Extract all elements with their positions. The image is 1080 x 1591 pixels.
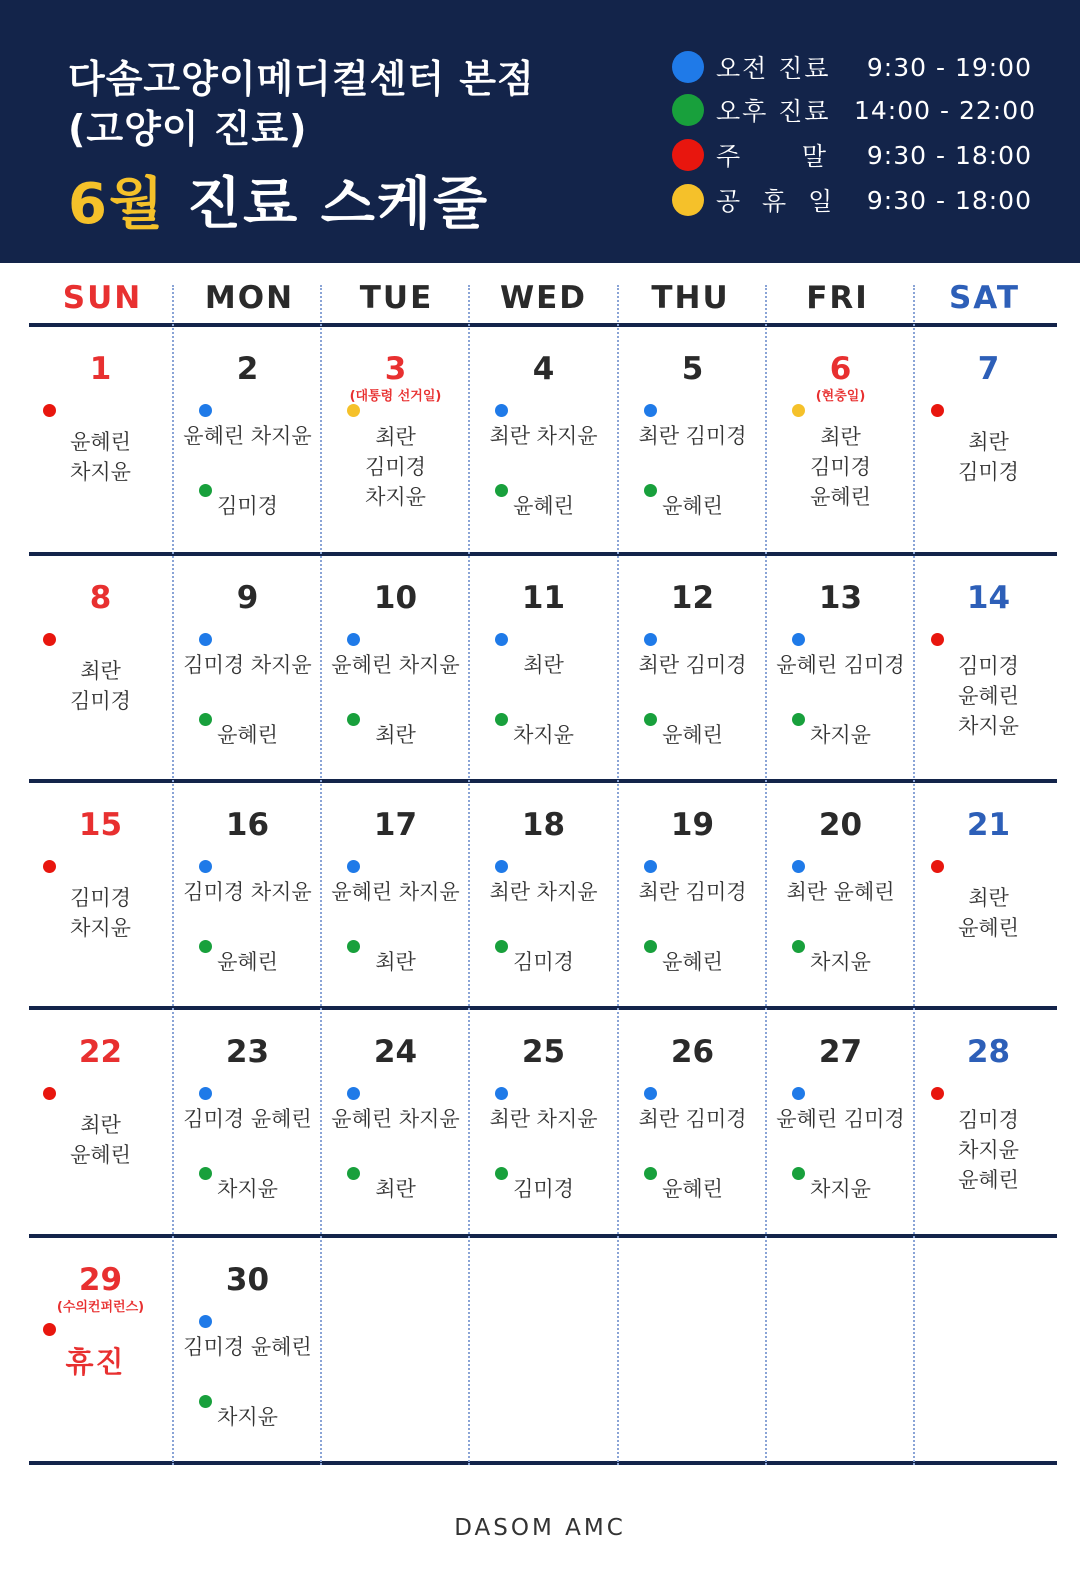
dayname-thu: THU (651, 280, 730, 316)
pm-staff: 윤혜린 (217, 950, 278, 974)
staff-name: 차지윤 (958, 714, 1019, 738)
staff-name: 차지윤 (70, 916, 131, 940)
staff-name: 윤혜린 (70, 430, 131, 454)
clinic-subtitle: (고양이 진료) (68, 107, 308, 151)
legend-label: 주 말 (716, 142, 828, 171)
clinic-name: 다솜고양이메디컬센터 본점 (68, 57, 535, 101)
am-dot-icon (199, 1315, 212, 1328)
staff-name: 윤혜린 (958, 1168, 1019, 1192)
day-number: 24 (373, 1034, 418, 1070)
pm-staff: 차지윤 (810, 1177, 871, 1201)
closed-label: 휴진 (65, 1345, 126, 1379)
weekend-dot-icon (931, 1087, 944, 1100)
day-number: 25 (521, 1034, 566, 1070)
weekend-dot-icon (43, 404, 56, 417)
am-staff: 최란 김미경 (638, 424, 747, 448)
am-dot-icon (199, 1087, 212, 1100)
am-dot-icon (495, 404, 508, 417)
calendar-day-cell (470, 783, 617, 1007)
calendar-day-cell (27, 556, 174, 780)
staff-name: 최란 (968, 886, 1009, 910)
am-dot-icon (347, 860, 360, 873)
staff-name: 김미경 (365, 455, 426, 479)
am-staff: 윤혜린 차지윤 (331, 653, 460, 677)
pm-staff: 김미경 (217, 494, 278, 518)
am-dot-icon (644, 404, 657, 417)
weekend-dot-icon (43, 633, 56, 646)
am-staff: 김미경 윤혜린 (183, 1107, 312, 1131)
dayname-sat: SAT (948, 280, 1021, 316)
calendar-day-cell (322, 783, 469, 1007)
legend-time: 9:30 - 19:00 (866, 52, 1032, 82)
staff-name: 김미경 (958, 654, 1019, 678)
pm-staff: 차지윤 (217, 1177, 278, 1201)
pm-staff: 차지윤 (217, 1405, 278, 1429)
calendar-day-cell (174, 783, 321, 1007)
title-text: 진료 스케줄 (187, 172, 490, 237)
am-staff: 윤혜린 차지윤 (331, 880, 460, 904)
day-number: 22 (78, 1034, 123, 1070)
holiday-dot-icon (347, 404, 360, 417)
staff-name: 최란 (80, 1113, 121, 1137)
legend-label: 오후 진료 (716, 97, 831, 126)
pm-staff: 윤혜린 (662, 723, 723, 747)
weekend-dot-icon (43, 860, 56, 873)
staff-name: 김미경 (70, 689, 131, 713)
calendar-day-cell (174, 327, 321, 551)
staff-name: 윤혜린 (958, 916, 1019, 940)
pm-staff: 윤혜린 (513, 494, 574, 518)
day-number: 7 (977, 351, 1000, 387)
dayname-sun: SUN (62, 280, 143, 316)
day-number: 16 (225, 807, 270, 843)
day-number: 17 (373, 807, 418, 843)
pm-staff: 김미경 (513, 1177, 574, 1201)
title-month: 6월 (68, 172, 166, 237)
day-number: 20 (818, 807, 863, 843)
pm-staff: 차지윤 (810, 723, 871, 747)
calendar-day-cell (27, 1238, 174, 1462)
am-staff: 윤혜린 김미경 (776, 653, 905, 677)
am-staff: 최란 (523, 653, 564, 677)
am-staff: 최란 차지윤 (489, 424, 598, 448)
day-number: 18 (521, 807, 566, 843)
calendar-day-cell (470, 327, 617, 551)
day-number: 21 (966, 807, 1011, 843)
legend-holiday (672, 183, 1032, 217)
calendar-day-cell (915, 327, 1062, 551)
calendar-day-cell (470, 1010, 617, 1234)
am-dot-icon (347, 1087, 360, 1100)
pm-staff: 김미경 (513, 950, 574, 974)
red-dot-icon (672, 139, 704, 171)
legend-time: 9:30 - 18:00 (866, 140, 1032, 170)
am-staff: 최란 윤혜린 (786, 880, 895, 904)
am-staff: 최란 김미경 (638, 653, 747, 677)
calendar-day-cell (27, 327, 174, 551)
day-number: 30 (225, 1262, 270, 1298)
am-dot-icon (495, 1087, 508, 1100)
legend-time: 14:00 - 22:00 (854, 95, 1037, 125)
legend-am (672, 50, 1032, 84)
holiday-dot-icon (792, 404, 805, 417)
holiday-note: (수의컨퍼런스) (56, 1300, 145, 1315)
calendar-day-cell (915, 783, 1062, 1007)
staff-name: 윤혜린 (70, 1143, 131, 1167)
calendar-day-cell (174, 1010, 321, 1234)
staff-name: 김미경 (70, 886, 131, 910)
pm-staff: 윤혜린 (662, 950, 723, 974)
day-number: 4 (532, 351, 555, 387)
day-number: 11 (521, 580, 566, 616)
weekend-dot-icon (931, 633, 944, 646)
legend-time: 9:30 - 18:00 (866, 185, 1032, 215)
day-number: 2 (236, 351, 259, 387)
day-number: 28 (966, 1034, 1011, 1070)
day-number: 23 (225, 1034, 270, 1070)
am-dot-icon (495, 860, 508, 873)
staff-name: 윤혜린 (810, 485, 871, 509)
day-number: 27 (818, 1034, 863, 1070)
calendar-day-cell (915, 556, 1062, 780)
am-dot-icon (644, 633, 657, 646)
holiday-note: (대통령 선거일) (349, 389, 442, 404)
day-number: 6 (829, 351, 852, 387)
day-number: 3 (384, 351, 407, 387)
am-staff: 최란 차지윤 (489, 880, 598, 904)
staff-name: 김미경 (958, 1108, 1019, 1132)
staff-name: 차지윤 (365, 485, 426, 509)
calendar-day-cell (619, 556, 766, 780)
am-dot-icon (199, 860, 212, 873)
legend-label: 공 휴 일 (716, 187, 835, 216)
weekend-dot-icon (931, 860, 944, 873)
pm-staff: 최란 (375, 950, 416, 974)
calendar-day-cell (767, 556, 914, 780)
staff-name: 차지윤 (70, 460, 131, 484)
day-number: 29 (78, 1262, 123, 1298)
am-staff: 윤혜린 차지윤 (183, 424, 312, 448)
dayname-mon: MON (204, 280, 295, 316)
calendar-day-cell (619, 327, 766, 551)
day-number: 13 (818, 580, 863, 616)
dayname-tue: TUE (359, 280, 434, 316)
calendar-day-cell (322, 556, 469, 780)
am-dot-icon (495, 633, 508, 646)
day-number: 10 (373, 580, 418, 616)
day-number: 14 (966, 580, 1011, 616)
footer-brand: DASOM AMC (454, 1515, 626, 1541)
blue-dot-icon (672, 51, 704, 83)
calendar-day-cell (174, 1238, 321, 1462)
am-staff: 윤혜린 차지윤 (331, 1107, 460, 1131)
am-dot-icon (644, 860, 657, 873)
pm-staff: 윤혜린 (217, 723, 278, 747)
calendar-day-cell (619, 1010, 766, 1234)
day-number: 1 (89, 351, 112, 387)
am-dot-icon (199, 404, 212, 417)
staff-name: 최란 (80, 659, 121, 683)
calendar-day-cell (322, 1010, 469, 1234)
dayname-fri: FRI (806, 280, 869, 316)
am-staff: 최란 김미경 (638, 1107, 747, 1131)
pm-staff: 윤혜린 (662, 494, 723, 518)
header-banner (0, 0, 1080, 263)
weekend-dot-icon (43, 1087, 56, 1100)
calendar-day-cell (27, 783, 174, 1007)
calendar-day-cell (27, 1010, 174, 1234)
legend-label: 오전 진료 (716, 54, 831, 83)
staff-name: 윤혜린 (958, 684, 1019, 708)
calendar-day-cell (322, 327, 469, 551)
staff-name: 최란 (820, 425, 861, 449)
pm-staff: 최란 (375, 1177, 416, 1201)
calendar-day-cell (619, 783, 766, 1007)
am-dot-icon (792, 1087, 805, 1100)
day-number: 12 (670, 580, 715, 616)
pm-staff: 차지윤 (810, 950, 871, 974)
am-dot-icon (792, 860, 805, 873)
dayname-wed: WED (499, 280, 588, 316)
am-staff: 김미경 차지윤 (183, 653, 312, 677)
staff-name: 최란 (968, 430, 1009, 454)
staff-name: 차지윤 (958, 1138, 1019, 1162)
calendar-day-cell (767, 1010, 914, 1234)
day-number: 26 (670, 1034, 715, 1070)
staff-name: 최란 (375, 425, 416, 449)
am-dot-icon (199, 633, 212, 646)
pm-staff: 윤혜린 (662, 1177, 723, 1201)
pm-staff: 차지윤 (513, 723, 574, 747)
weekend-dot-icon (43, 1323, 56, 1336)
calendar-day-cell (915, 1010, 1062, 1234)
yellow-dot-icon (672, 184, 704, 216)
am-dot-icon (644, 1087, 657, 1100)
page-title (68, 160, 489, 240)
weekend-dot-icon (931, 404, 944, 417)
legend-pm (672, 93, 1037, 127)
am-dot-icon (347, 633, 360, 646)
day-number: 9 (236, 580, 259, 616)
day-number: 15 (78, 807, 123, 843)
calendar-day-cell (470, 556, 617, 780)
calendar-day-cell (174, 556, 321, 780)
calendar-day-cell (767, 783, 914, 1007)
am-staff: 윤혜린 김미경 (776, 1107, 905, 1131)
am-staff: 김미경 윤혜린 (183, 1335, 312, 1359)
am-staff: 최란 김미경 (638, 880, 747, 904)
pm-staff: 최란 (375, 723, 416, 747)
calendar-day-cell (767, 327, 914, 551)
am-staff: 최란 차지윤 (489, 1107, 598, 1131)
am-staff: 김미경 차지윤 (183, 880, 312, 904)
weekday-header (29, 268, 1057, 324)
day-number: 19 (670, 807, 715, 843)
holiday-note: (현충일) (815, 389, 866, 404)
green-dot-icon (672, 94, 704, 126)
day-number: 5 (681, 351, 704, 387)
day-number: 8 (89, 580, 112, 616)
legend-weekend (672, 138, 1032, 172)
staff-name: 김미경 (958, 460, 1019, 484)
staff-name: 김미경 (810, 455, 871, 479)
am-dot-icon (792, 633, 805, 646)
